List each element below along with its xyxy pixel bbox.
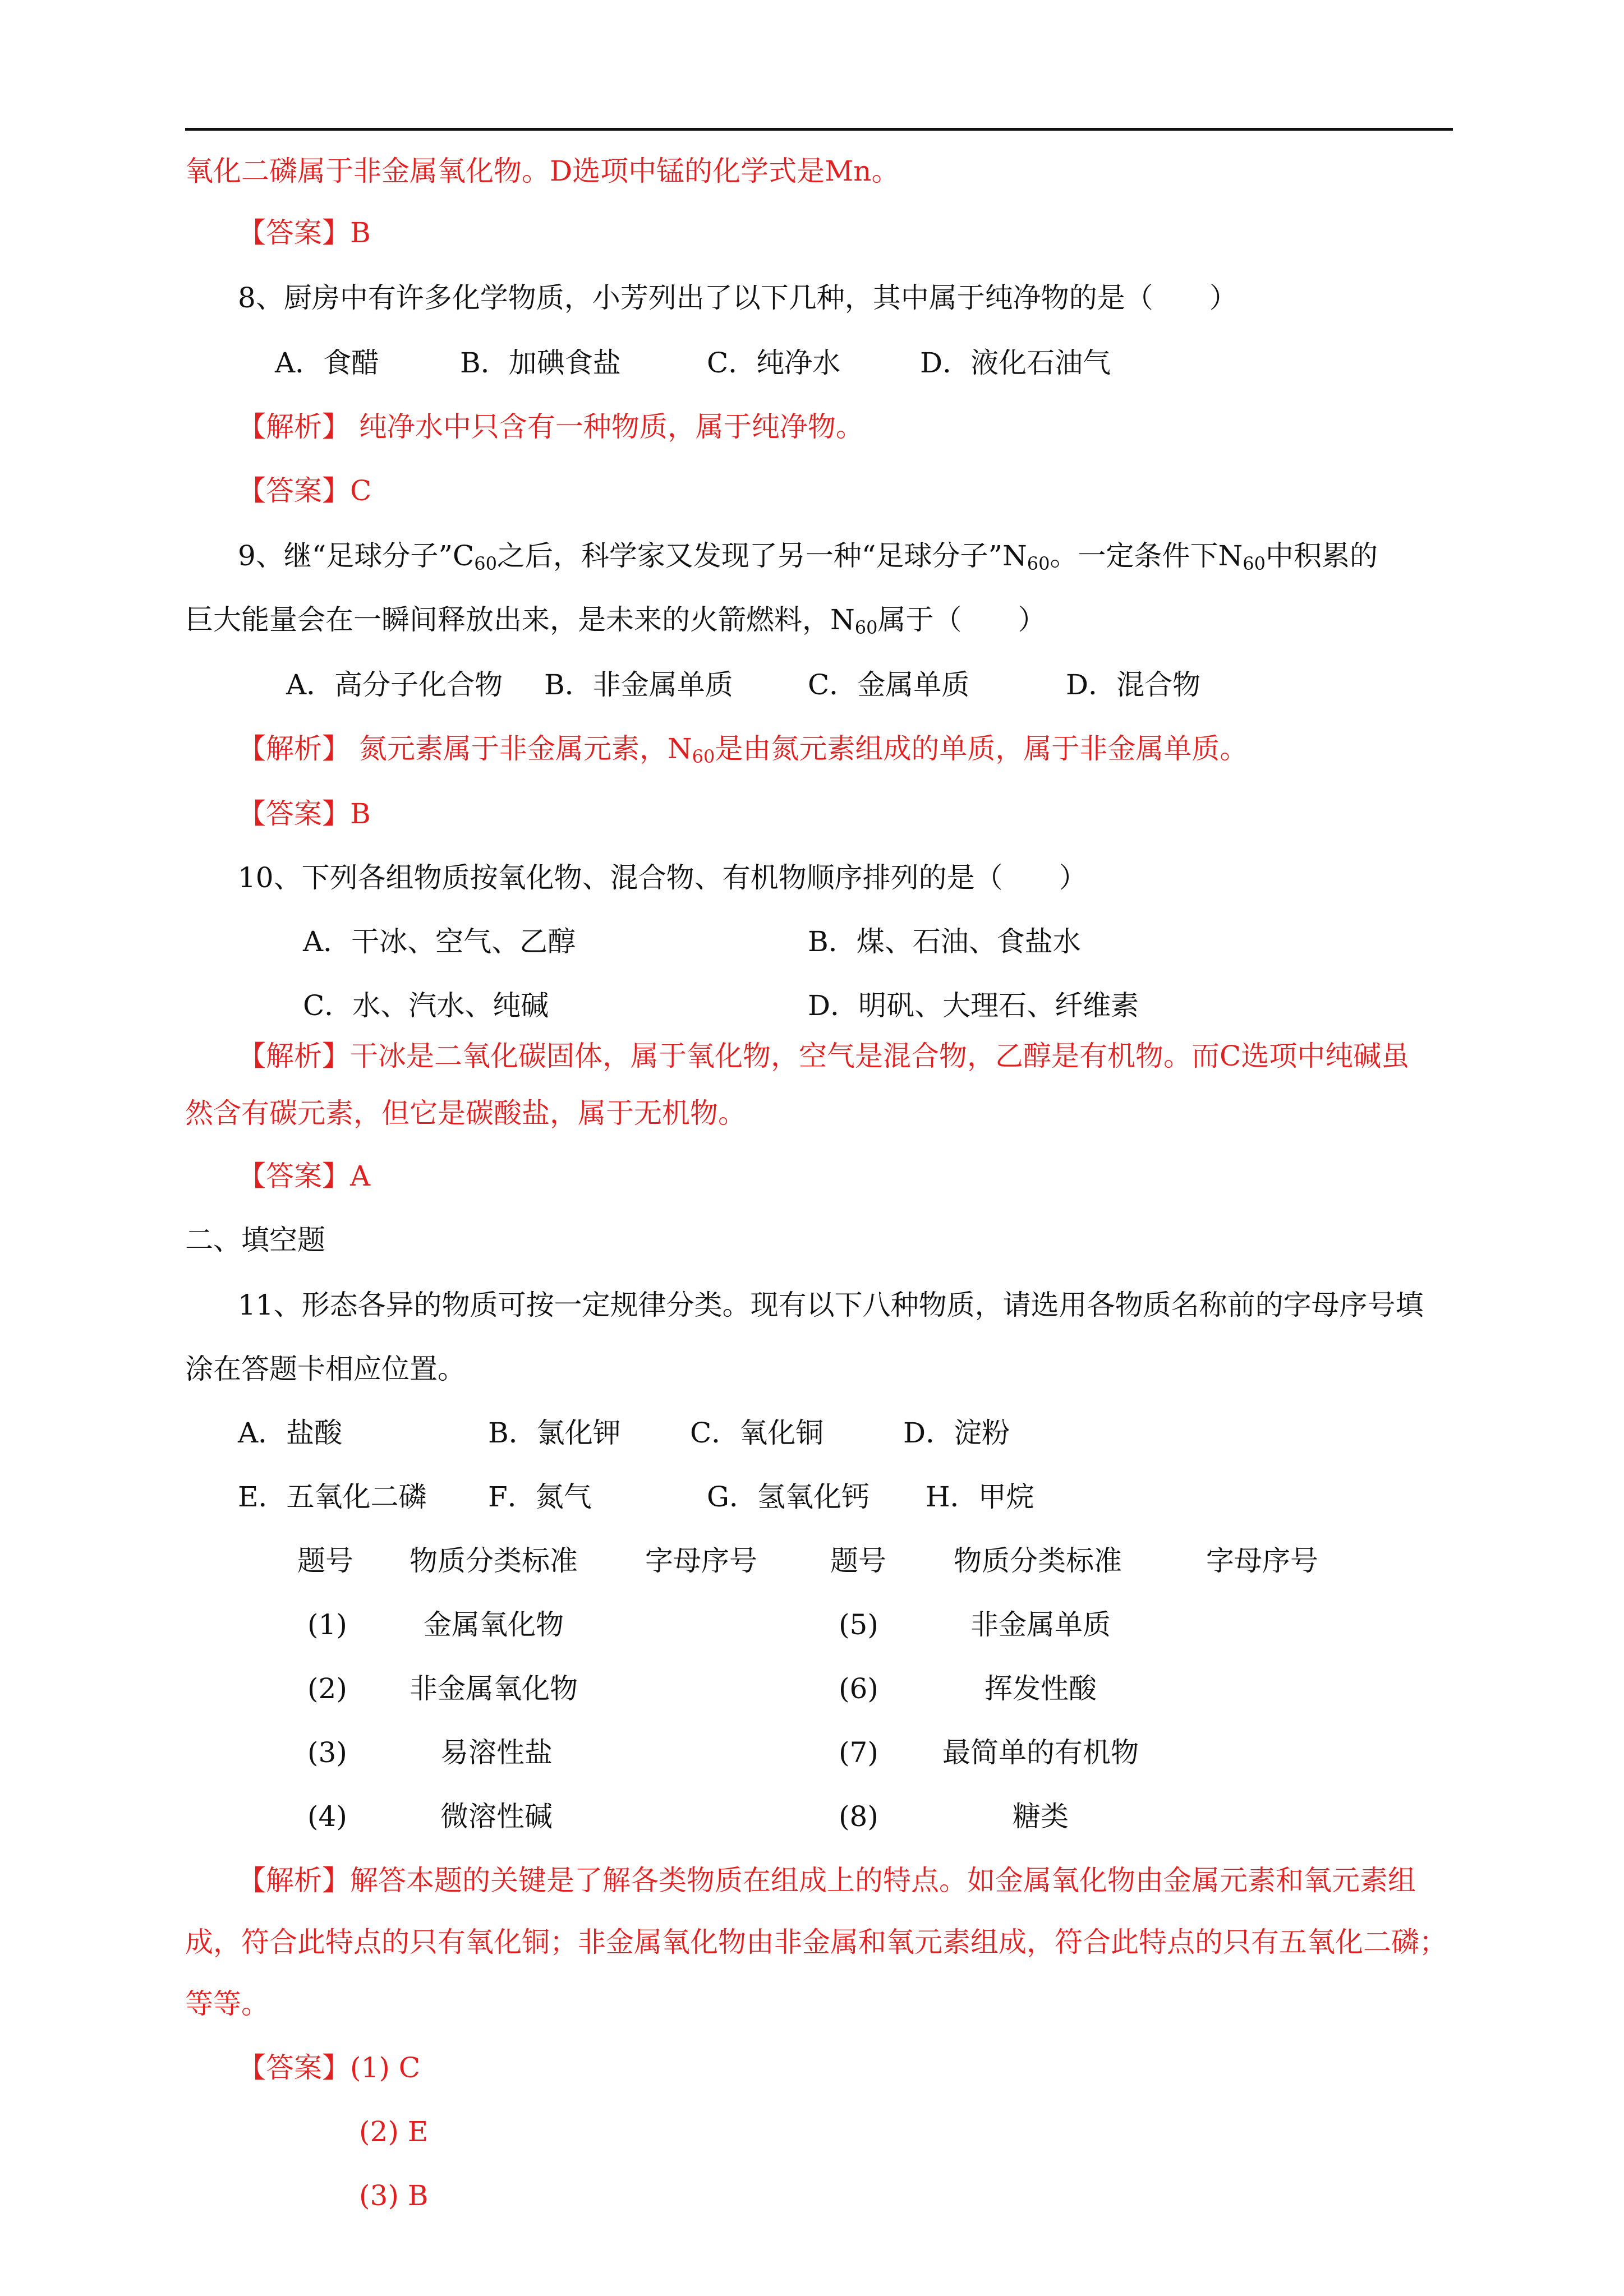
answer-label: 【答案】: [238, 2051, 350, 2084]
row-number: (8): [839, 1800, 878, 1833]
q11-analysis-line1: [238, 1863, 1416, 1898]
analysis-text: 是由氮元素组成的单质，属于非金属单质。: [715, 732, 1248, 765]
q8-option-b: B．加碘食盐: [460, 347, 621, 379]
subscript: 60: [692, 746, 715, 767]
q10-option-a: A．干冰、空气、乙醇: [303, 925, 576, 958]
row-number: (3): [307, 1736, 347, 1769]
answer-value: C: [350, 474, 372, 507]
q11-option-e: E．五氧化二磷: [238, 1481, 427, 1513]
q10-options-row1: [0, 924, 1624, 959]
q11-analysis-line2: 成，符合此特点的只有氧化铜；非金属氧化物由非金属和氧元素组成，符合此特点的只有五氧化二磷；: [185, 1926, 1447, 1958]
q8-stem: 8、厨房中有许多化学物质，小芳列出了以下几种，其中属于纯净物的是（ ）: [238, 282, 1237, 314]
subscript: 60: [1027, 553, 1050, 574]
q7-answer: [238, 215, 371, 250]
answer-label: 【答案】: [238, 797, 350, 830]
row-number: (2): [307, 1672, 347, 1705]
header-cell: 物质分类标准: [954, 1545, 1122, 1577]
row-standard: 非金属单质: [970, 1608, 1111, 1641]
q8-option-c: C．纯净水: [707, 347, 841, 379]
q9-option-b: B．非金属单质: [544, 668, 733, 701]
q9-answer: [238, 796, 371, 831]
q11-option-a: A．盐酸: [238, 1417, 343, 1449]
q9-stem-line2: [185, 602, 1046, 637]
row-standard: 糖类: [1013, 1800, 1069, 1833]
q11-stem-line2: 涂在答题卡相应位置。: [185, 1353, 466, 1385]
header-cell: 物质分类标准: [410, 1545, 578, 1577]
q11-options-row2: [0, 1479, 1624, 1514]
section-title: 二、填空题: [185, 1224, 325, 1256]
answer-label: 【答案】: [238, 1160, 350, 1192]
q9-stem-line1: [238, 538, 1378, 573]
q8-answer: [238, 473, 371, 508]
q9-option-d: D．混合物: [1066, 668, 1201, 701]
row-standard: 金属氧化物: [424, 1608, 564, 1641]
header-cell: 字母序号: [1206, 1545, 1318, 1577]
q9-stem-part: 。一定条件下N: [1050, 540, 1243, 572]
header-cell: 题号: [297, 1545, 353, 1577]
row-standard: 非金属氧化物: [410, 1672, 578, 1705]
q11-option-h: H．甲烷: [926, 1481, 1034, 1513]
row-standard: 挥发性酸: [984, 1672, 1097, 1705]
q8-analysis: [238, 409, 864, 444]
analysis-text: 解答本题的关键是了解各类物质在组成上的特点。如金属氧化物由金属元素和氧元素组: [350, 1864, 1416, 1897]
analysis-label: 【解析】: [238, 732, 350, 765]
q11-analysis-line3: 等等。: [185, 1988, 269, 2020]
answer-label: 【答案】: [238, 216, 350, 249]
row-standard: 微溶性碱: [440, 1800, 553, 1833]
row-number: (7): [839, 1736, 878, 1769]
q9-analysis: [238, 731, 1248, 766]
q8-option-d: D．液化石油气: [920, 347, 1111, 379]
analysis-label: 【解析】: [238, 1040, 350, 1072]
q11-option-f: F．氮气: [488, 1481, 592, 1513]
q11-answer: [238, 2050, 420, 2085]
q8-options: [0, 345, 1624, 380]
q11-option-d: D．淀粉: [903, 1417, 1010, 1449]
q10-option-c: C．水、汽水、纯碱: [303, 989, 549, 1022]
q10-options-row2: [0, 988, 1624, 1023]
q11-stem-line1: 11、形态各异的物质可按一定规律分类。现有以下八种物质，请选用各物质名称前的字母序号填: [238, 1289, 1424, 1321]
q11-answer-item: (3) B: [359, 2179, 429, 2212]
row-standard: 最简单的有机物: [942, 1736, 1139, 1769]
analysis-text: 纯净水中只含有一种物质，属于纯净物。: [350, 411, 864, 443]
subscript: 60: [854, 617, 878, 638]
analysis-label: 【解析】: [238, 411, 350, 443]
q10-answer: [238, 1159, 370, 1193]
q7-analysis-tail: 氧化二磷属于非金属氧化物。D选项中锰的化学式是Mn。: [185, 155, 900, 187]
q11-option-b: B．氯化钾: [488, 1417, 621, 1449]
answer-value: B: [350, 216, 371, 249]
q10-option-b: B．煤、石油、食盐水: [808, 925, 1081, 958]
answer-value: (1) C: [350, 2051, 420, 2084]
analysis-text: 干冰是二氧化碳固体，属于氧化物，空气是混合物，乙醇是有机物。而C选项中纯碱虽: [350, 1040, 1410, 1072]
q9-options: [0, 667, 1624, 702]
row-number: (5): [839, 1608, 878, 1641]
header-cell: 题号: [830, 1545, 886, 1577]
header-cell: 字母序号: [645, 1545, 757, 1577]
row-standard: 易溶性盐: [440, 1736, 553, 1769]
subscript: 60: [474, 553, 497, 574]
q9-stem-part: 9、继“足球分子”C: [238, 540, 475, 572]
q10-stem: 10、下列各组物质按氧化物、混合物、有机物顺序排列的是（ ）: [238, 861, 1087, 894]
q11-option-g: G．氢氧化钙: [707, 1481, 869, 1513]
q10-option-d: D．明矾、大理石、纤维素: [808, 989, 1139, 1022]
answer-value: A: [350, 1160, 371, 1192]
q9-option-a: A．高分子化合物: [286, 668, 503, 701]
answer-value: B: [350, 797, 371, 830]
analysis-label: 【解析】: [238, 1864, 350, 1897]
q11-option-c: C．氧化铜: [690, 1417, 824, 1449]
q10-analysis-line1: [238, 1039, 1409, 1073]
q9-option-c: C．金属单质: [808, 668, 970, 701]
header-rule: [185, 128, 1453, 131]
q8-option-a: A．食醋: [275, 347, 380, 379]
row-number: (6): [839, 1672, 878, 1705]
q9-stem-part: 之后，科学家又发现了另一种“足球分子”N: [496, 540, 1027, 572]
q9-stem-part: 中积累的: [1265, 540, 1378, 572]
answer-label: 【答案】: [238, 474, 350, 507]
row-number: (4): [307, 1800, 347, 1833]
q11-answer-item: (2) E: [359, 2115, 429, 2148]
q10-analysis-line2: 然含有碳元素，但它是碳酸盐，属于无机物。: [185, 1097, 746, 1129]
q11-options-row1: [0, 1416, 1624, 1450]
q9-stem-part: 巨大能量会在一瞬间释放出来，是未来的火箭燃料，N: [185, 603, 855, 636]
q9-stem-part: 属于（ ）: [877, 603, 1046, 636]
analysis-text: 氮元素属于非金属元素，N: [350, 732, 692, 765]
subscript: 60: [1243, 553, 1266, 574]
row-number: (1): [307, 1608, 347, 1641]
